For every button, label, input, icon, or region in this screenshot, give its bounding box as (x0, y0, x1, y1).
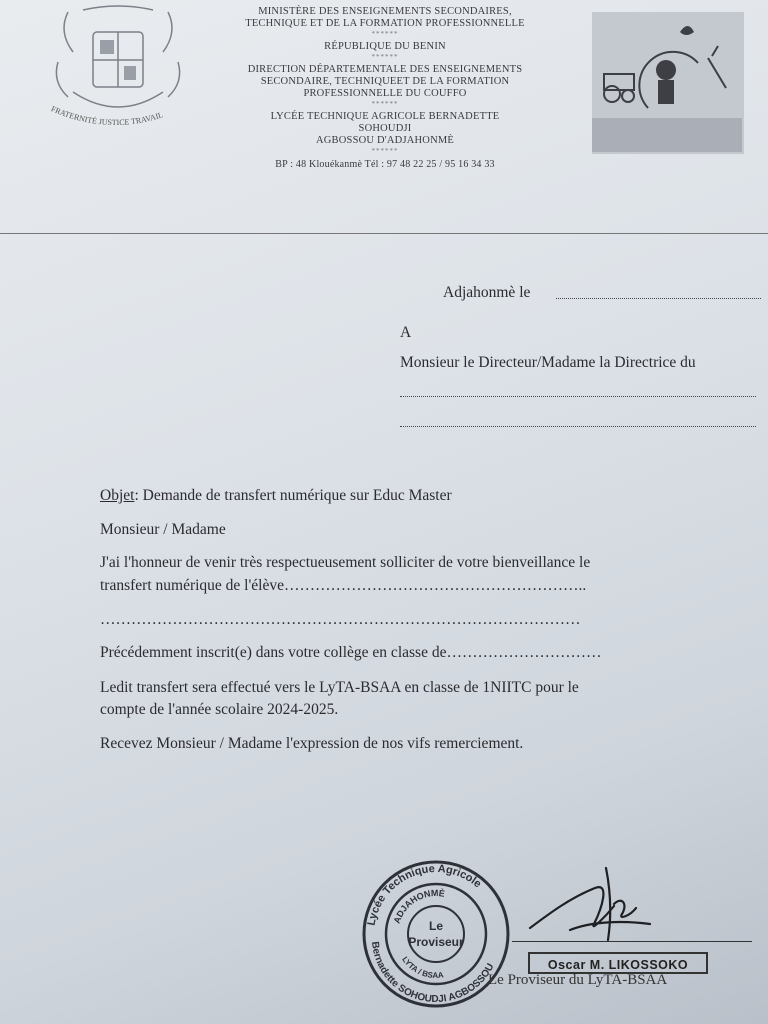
signer-name: Oscar M. LIKOSSOKO (528, 952, 708, 974)
paragraph-3-line-2: compte de l'année scolaire 2024-2025. (100, 701, 339, 718)
header-ministry-1: MINISTÈRE DES ENSEIGNEMENTS SECONDAIRES, (258, 6, 512, 17)
header-separator: ****** (371, 100, 399, 108)
paragraph-2: Précédemment inscrit(e) dans votre collège en classe de………………………… (100, 644, 602, 661)
salutation: Monsieur / Madame (100, 521, 226, 538)
header-school-1: LYCÉE TECHNIQUE AGRICOLE BERNADETTE (270, 111, 500, 122)
stamp-inner-bottom: LYTA / BSAA (400, 954, 445, 981)
stamp-outer-top: Lycée Technique Agricole (365, 862, 484, 927)
subject-line (100, 486, 710, 506)
header-direction-3: PROFESSIONNELLE DU COUFFO (303, 88, 467, 99)
addressee-blank-2 (400, 426, 756, 427)
header-separator: ****** (371, 147, 399, 155)
header-direction-2: SECONDAIRE, TECHNIQUEET DE LA FORMATION (260, 76, 510, 87)
stamp-center-proviseur: Proviseur (408, 935, 464, 949)
svg-text:FRATERNITÉ JUSTICE TRAVAIL (50, 104, 165, 127)
date-prefix: Adjahonmè le (443, 284, 531, 301)
date-blank (556, 298, 761, 299)
signer-title: Le Proviseur du LyTA-BSAA (488, 972, 668, 988)
header-rule (0, 233, 768, 234)
signature-rule (512, 941, 752, 942)
subject-text: : Demande de transfert numérique sur Educ Master (134, 487, 452, 504)
header-school-3: AGBOSSOU D'ADJAHONMÈ (315, 135, 455, 146)
stamp-center-le: Le (428, 919, 444, 933)
addressee-a: A (400, 324, 412, 341)
stamp-outer-bottom: Bernadette SOHOUDJI AGBOSSOU (369, 940, 497, 1006)
addressee-recipient: Monsieur le Directeur/Madame la Directrice du (400, 354, 696, 371)
header-ministry-2: TECHNIQUE ET DE LA FORMATION PROFESSIONNELLE (245, 18, 525, 29)
header-republic: RÉPUBLIQUE DU BENIN (324, 41, 446, 52)
date-line (443, 284, 530, 302)
header-contact: BP : 48 Klouékanmè Tél : 97 48 22 25 / 95 16 34 33 (275, 159, 495, 170)
addressee-blank-1 (400, 396, 756, 397)
header-separator: ****** (371, 53, 399, 61)
stamp-inner-top: ADJAHONMÈ (391, 887, 446, 925)
paragraph-1-line-1: J'ai l'honneur de venir très respectueusement solliciter de votre bienveillance le (100, 554, 591, 571)
motto-ribbon (40, 100, 190, 140)
motto-text: FRATERNITÉ JUSTICE TRAVAIL (49, 104, 165, 128)
paragraph-1-line-2: transfert numérique de l'élève………………………………………………….. (100, 577, 587, 594)
paragraph-3-line-1: Ledit transfert sera effectué vers le LyTA-BSAA en classe de 1NIITC pour le (100, 679, 579, 696)
header-separator: ****** (371, 30, 399, 38)
subject-label: Objet (100, 487, 135, 504)
letterhead (200, 6, 570, 171)
handwritten-signature-icon (510, 858, 660, 948)
closing-line: Recevez Monsieur / Madame l'expression de nos vifs remerciement. (100, 735, 524, 752)
school-logo-caption (592, 118, 742, 152)
header-direction-1: DIRECTION DÉPARTEMENTALE DES ENSEIGNEMENTS (247, 64, 523, 75)
header-school-2: SOHOUDJI (358, 123, 412, 134)
paragraph-1-line-3: ………………………………………………………………………………… (100, 611, 581, 628)
